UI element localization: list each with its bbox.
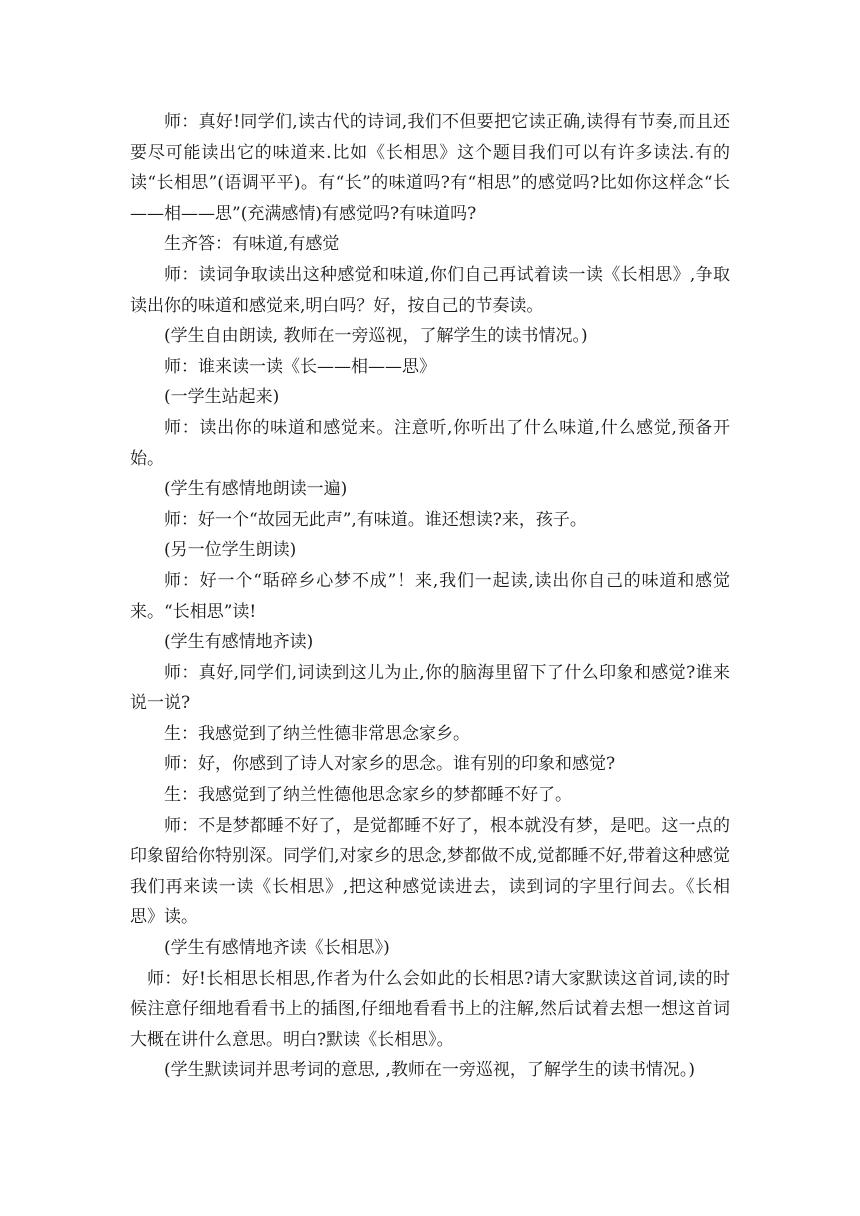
paragraph: (学生有感情地齐读) xyxy=(164,632,314,653)
paragraph: (一学生站起来) xyxy=(164,387,280,408)
paragraph: 师：好一个“聒碎乡心梦不成”！来,我们一起读,读出你自己的味道和感觉来。“长相思”读! xyxy=(130,570,730,622)
paragraph: 师：谁来读一读《长——相——思》 xyxy=(164,356,436,377)
document-page xyxy=(130,107,730,1086)
paragraph: (学生默读词并思考词的意思, ,教师在一旁巡视，了解学生的读书情况。) xyxy=(164,1060,695,1081)
paragraph: 师：读词争取读出这种感觉和味道,你们自己再试着读一读《长相思》,争取读出你的味道和感觉来,明白吗？好，按自己的节奏读。 xyxy=(130,264,730,316)
paragraph: (学生有感情地齐读《长相思》) xyxy=(164,938,390,959)
paragraph: (另一位学生朗读) xyxy=(164,540,297,561)
paragraph: 师：真好,同学们,词读到这儿为止,你的脑海里留下了什么印象和感觉?谁来说一说? xyxy=(130,662,730,714)
paragraph: 生：我感觉到了纳兰性德他思念家乡的梦都睡不好了。 xyxy=(164,785,572,806)
paragraph: 师：好!长相思长相思,作者为什么会如此的长相思?请大家默读这首词,读的时候注意仔细地看看书上的插图,仔细地看看书上的注解,然后试着去想一想这首词大概在讲什么意思。明白?默读《长相思》。 xyxy=(130,968,730,1050)
paragraph: 生：我感觉到了纳兰性德非常思念家乡。 xyxy=(164,723,470,744)
paragraph: (学生有感情地朗读一遍) xyxy=(164,479,348,500)
paragraph: 师：读出你的味道和感觉来。注意听,你听出了什么味道,什么感觉,预备开始。 xyxy=(130,417,730,469)
paragraph: 生齐答：有味道,有感觉 xyxy=(164,234,340,255)
paragraph: 师：好，你感到了诗人对家乡的思念。谁有别的印象和感觉? xyxy=(164,754,616,775)
paragraph: 师：不是梦都睡不好了，是觉都睡不好了，根本就没有梦，是吧。这一点的印象留给你特别深。同学们,对家乡的思念,梦都做不成,觉都睡不好,带着这种感觉我们再来读一读《长相思》,把这种感觉读进去，读到词的字里行间去。《长相思》读。 xyxy=(130,815,730,928)
paragraph: 师：好一个“故园无此声”,有味道。谁还想读?来，孩子。 xyxy=(164,509,587,530)
paragraph: 师：真好!同学们,读古代的诗词,我们不但要把它读正确,读得有节奏,而且还要尽可能读出它的味道来.比如《长相思》这个题目我们可以有许多读法.有的读“长相思”(语调平平)。有“长”的味道吗?有“相思”的感觉吗?比如你这样念“长——相——思”(充满感情)有感觉吗?有味道吗? xyxy=(130,112,730,224)
paragraph: (学生自由朗读, 教师在一旁巡视，了解学生的读书情况。) xyxy=(164,326,588,347)
